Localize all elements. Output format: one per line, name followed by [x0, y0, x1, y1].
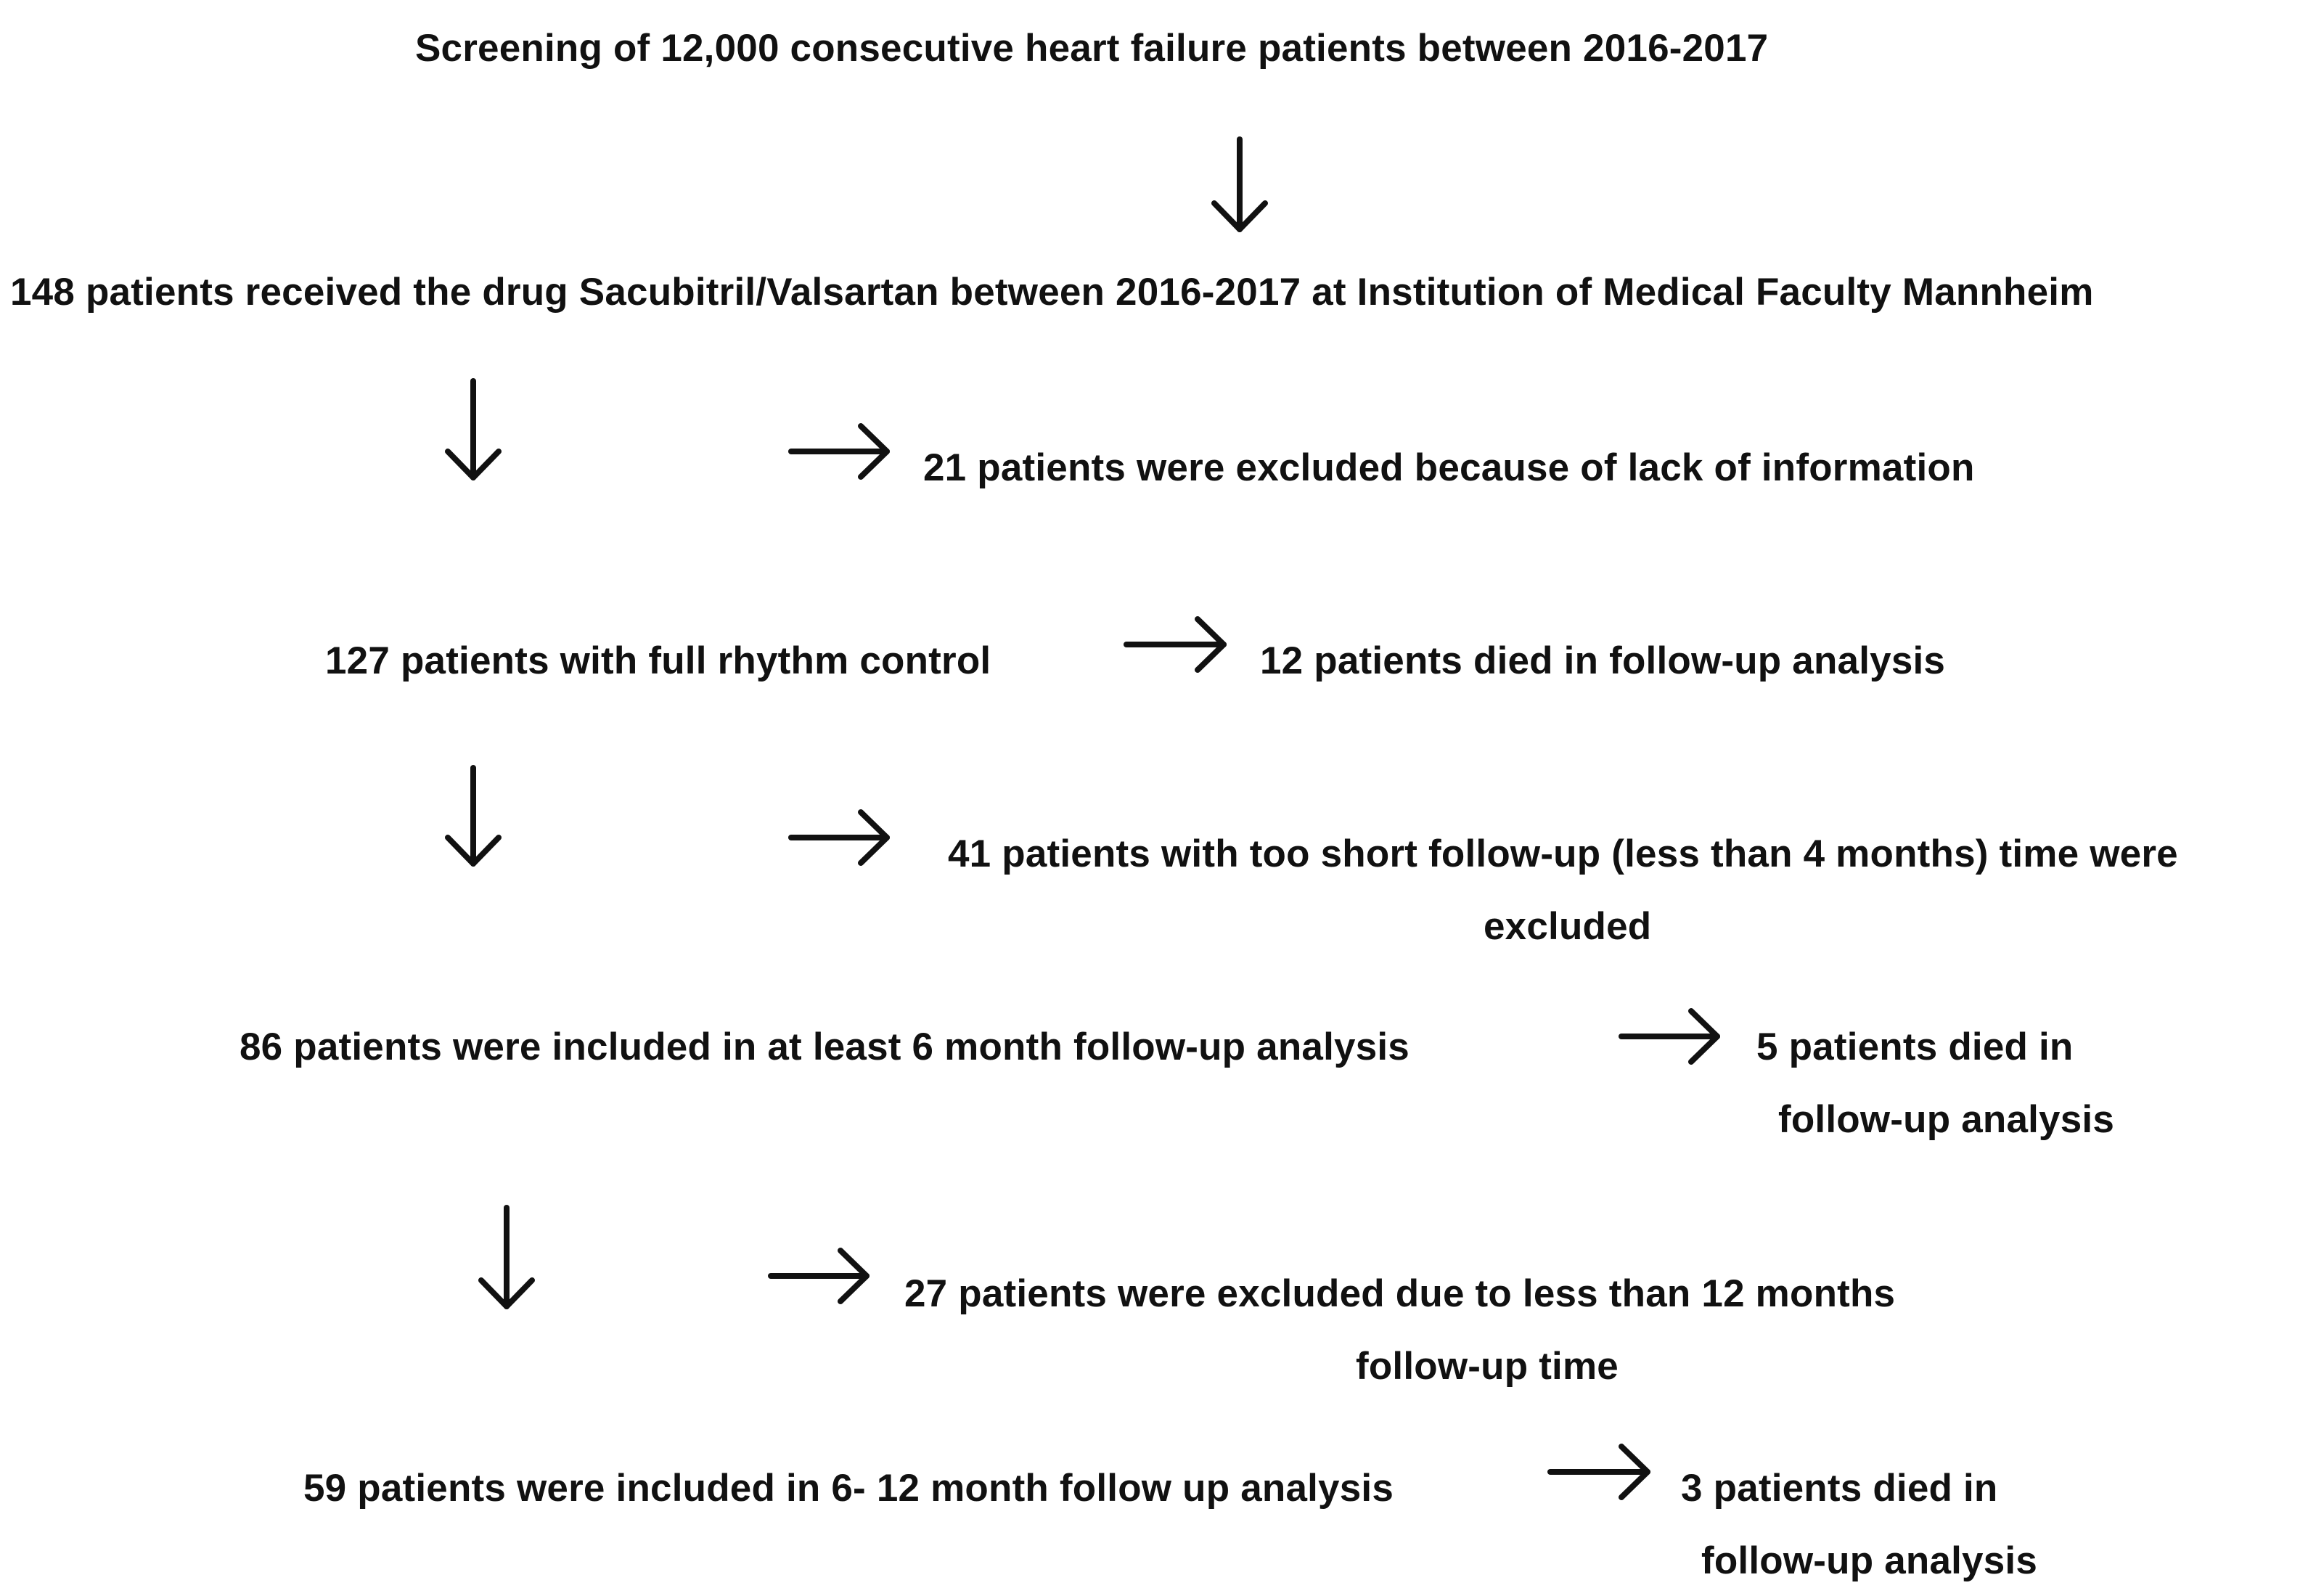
right-arrow-1 — [791, 426, 887, 477]
died-1-text: 12 patients died in follow-up analysis — [1260, 639, 1946, 682]
short-followup-text-line1: 41 patients with too short follow-up (less than 4 months) time were — [948, 832, 2178, 875]
died-2-text-line1: 5 patients died in — [1756, 1026, 2074, 1068]
received-drug-text: 148 patients received the drug Sacubitril/Valsartan between 2016-2017 at Institution of Medical Faculty Mannheim — [10, 271, 2094, 314]
died-3-text-line1: 3 patients died in — [1681, 1467, 1998, 1510]
included-6m-text: 86 patients were included in at least 6 month follow-up analysis — [240, 1026, 1409, 1068]
right-arrow-6 — [1550, 1446, 1648, 1497]
right-arrow-2 — [1126, 619, 1224, 670]
excluded-info-text: 21 patients were excluded because of lack of information — [923, 446, 1975, 489]
down-arrow-3 — [448, 768, 499, 864]
right-arrow-3 — [791, 812, 887, 863]
excluded-12m-text-line1: 27 patients were excluded due to less than 12 months — [904, 1272, 1896, 1315]
rhythm-control-text: 127 patients with full rhythm control — [325, 639, 991, 682]
right-arrow-5 — [771, 1251, 867, 1301]
down-arrow-1 — [1214, 139, 1265, 229]
died-2-text-line2: follow-up analysis — [1778, 1098, 2115, 1141]
died-3-text-line2: follow-up analysis — [1701, 1539, 2038, 1582]
down-arrow-2 — [448, 381, 499, 478]
down-arrow-4 — [481, 1208, 532, 1306]
screening-text: Screening of 12,000 consecutive heart failure patients between 2016-2017 — [415, 27, 1769, 70]
short-followup-text-line2: excluded — [1484, 905, 1652, 948]
right-arrow-4 — [1621, 1011, 1717, 1062]
excluded-12m-text-line2: follow-up time — [1356, 1345, 1619, 1388]
included-6-12m-text: 59 patients were included in 6- 12 month follow up analysis — [303, 1467, 1394, 1510]
